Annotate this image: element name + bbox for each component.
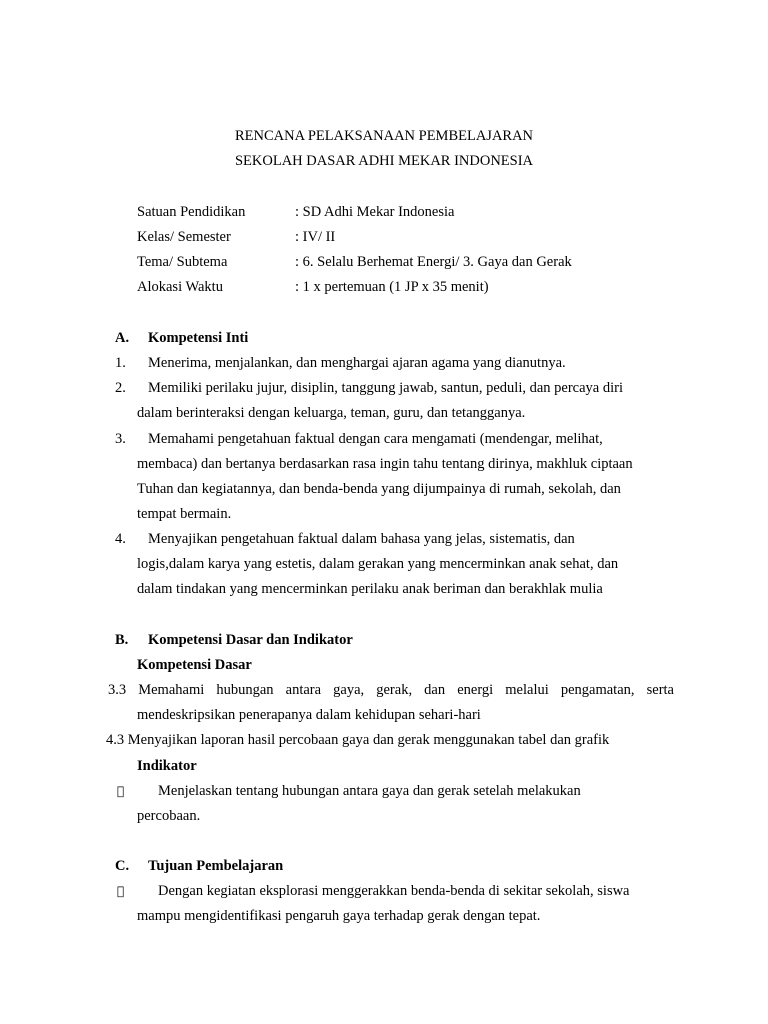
list-number: 4. [115,531,126,547]
subsection-heading: Indikator [137,758,197,774]
indicator-text: percobaan. [137,808,201,824]
identity-value: : SD Adhi Mekar Indonesia [295,204,455,220]
kd-item-text: mendeskripsikan penerapanya dalam kehidupan sehari-hari [137,707,481,723]
list-item-text: logis,dalam karya yang estetis, dalam gerakan yang mencerminkan anak sehat, dan [137,556,619,572]
section-marker: C. [115,858,130,874]
identity-label: Alokasi Waktu [137,279,223,295]
list-item-text: Memiliki perilaku jujur, disiplin, tanggung jawab, santun, peduli, dan percaya diri [148,380,623,396]
identity-value: : 1 x pertemuan (1 JP x 35 menit) [295,279,489,295]
kd-item-text: 3.3 Memahami hubungan antara gaya, gerak, dan energi melalui pengamatan, serta [108,682,674,698]
identity-label: Satuan Pendidikan [137,204,246,220]
list-item-text: dalam berinteraksi dengan keluarga, teman, guru, dan tetangganya. [137,405,526,421]
list-item-text: membaca) dan bertanya berdasarkan rasa ingin tahu tentang dirinya, makhluk ciptaan [137,456,633,472]
list-item-text: Tuhan dan kegiatannya, dan benda-benda yang dijumpainya di rumah, sekolah, dan [137,481,621,497]
section-heading: Tujuan Pembelajaran [148,858,284,874]
list-item-text: Menerima, menjalankan, dan menghargai ajaran agama yang dianutnya. [148,355,566,371]
section-marker: A. [115,330,130,346]
list-number: 2. [115,380,126,396]
document-title: RENCANA PELAKSANAAN PEMBELAJARAN [234,128,534,144]
list-number: 1. [115,355,126,371]
list-item-text: tempat bermain. [137,506,232,522]
section-heading: Kompetensi Inti [148,330,249,346]
section-marker: B. [115,632,129,648]
bullet-icon [117,782,124,800]
section-heading: Kompetensi Dasar dan Indikator [148,632,353,648]
list-item-text: Menyajikan pengetahuan faktual dalam bahasa yang jelas, sistematis, dan [148,531,575,547]
bullet-icon [117,882,124,900]
identity-value: : IV/ II [295,229,336,245]
list-item-text: dalam tindakan yang mencerminkan perilaku anak beriman dan berakhlak mulia [137,581,603,597]
list-item-text: Memahami pengetahuan faktual dengan cara mengamati (mendengar, melihat, [148,431,603,447]
identity-label: Kelas/ Semester [137,229,231,245]
objective-text: Dengan kegiatan eksplorasi menggerakkan benda-benda di sekitar sekolah, siswa [158,883,630,899]
school-name: SEKOLAH DASAR ADHI MEKAR INDONESIA [234,153,534,169]
kd-item-text: 4.3 Menyajikan laporan hasil percobaan gaya dan gerak menggunakan tabel dan grafik [106,732,610,748]
list-number: 3. [115,431,126,447]
identity-value: : 6. Selalu Berhemat Energi/ 3. Gaya dan Gerak [295,254,572,270]
objective-text: mampu mengidentifikasi pengaruh gaya terhadap gerak dengan tepat. [137,908,541,924]
indicator-text: Menjelaskan tentang hubungan antara gaya dan gerak setelah melakukan [158,783,581,799]
identity-label: Tema/ Subtema [137,254,228,270]
subsection-heading: Kompetensi Dasar [137,657,252,673]
